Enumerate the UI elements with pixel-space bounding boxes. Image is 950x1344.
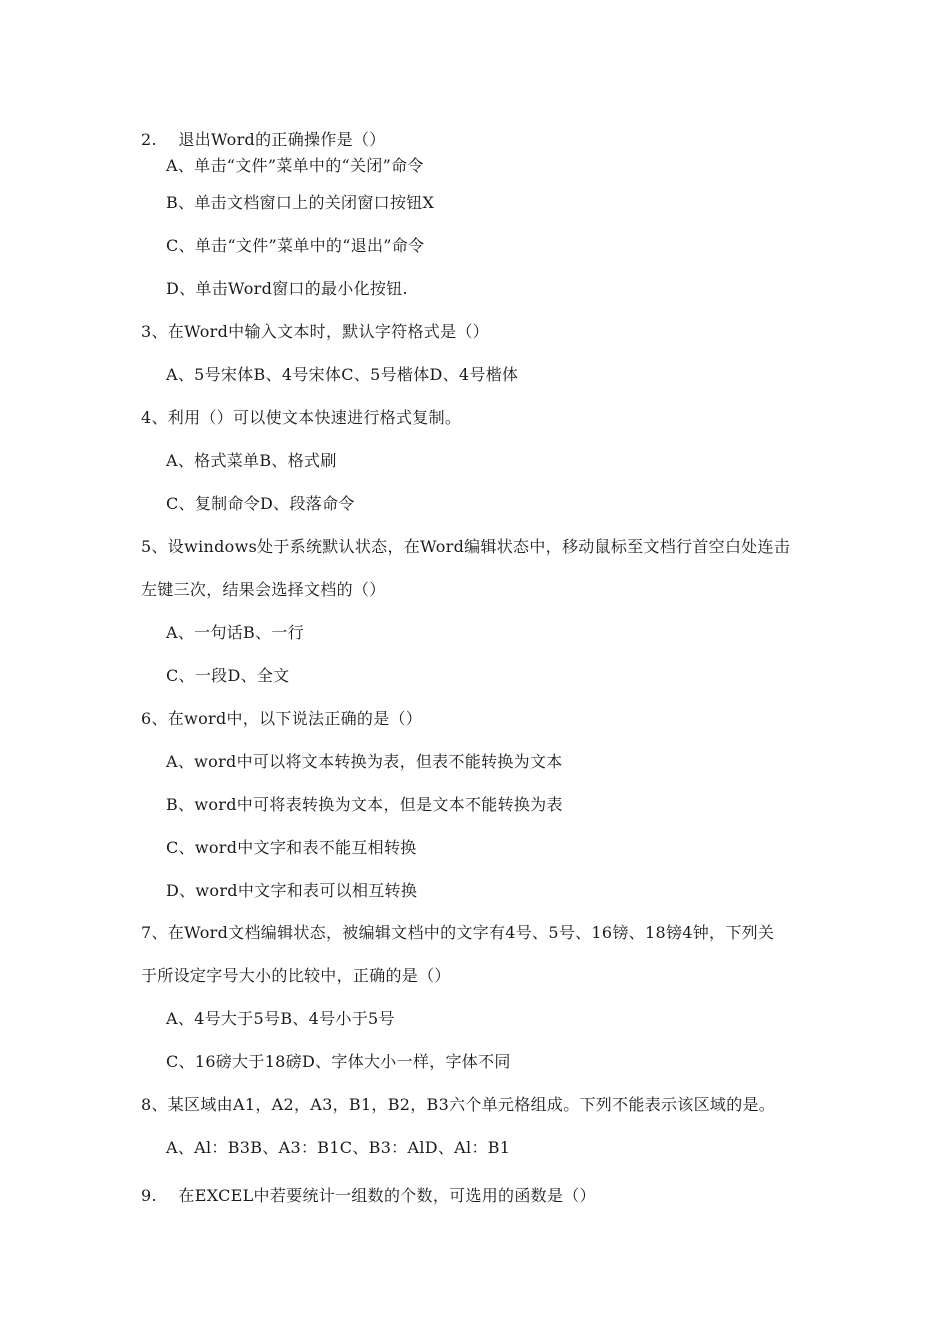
question-7-stem-line-1: 7、在Word文档编辑状态，被编辑文档中的文字有4号、5号、16镑、18镑4钟，下列关 — [141, 923, 775, 942]
question-5-stem-line-2: 左键三次，结果会选择文档的（） — [141, 580, 386, 599]
question-6-stem: 6、在word中，以下说法正确的是（） — [141, 709, 423, 728]
question-6-option-d: D、word中文字和表可以相互转换 — [166, 881, 418, 900]
question-4-options-ab: A、格式菜单B、格式刷 — [166, 451, 337, 470]
question-2-option-a: A、单击“文件”菜单中的“关闭”命令 — [166, 156, 424, 175]
question-3-stem: 3、在Word中输入文本时，默认字符格式是（） — [141, 322, 489, 341]
question-5-options-ab: A、一句话B、一行 — [166, 623, 305, 642]
question-4-options-cd: C、复制命令D、段落命令 — [166, 494, 355, 513]
question-8-stem: 8、某区域由A1，A2，A3，B1，B2，B3六个单元格组成。下列不能表示该区域的是。 — [141, 1095, 776, 1114]
question-3-options: A、5号宋体B、4号宋体C、5号楷体D、4号楷体 — [166, 365, 519, 384]
question-6-option-b: B、word中可将表转换为文本，但是文本不能转换为表 — [166, 795, 563, 814]
question-9-stem: 9. 在EXCEL中若要统计一组数的个数，可选用的函数是（） — [141, 1186, 596, 1205]
question-7-options-ab: A、4号大于5号B、4号小于5号 — [166, 1009, 395, 1028]
question-6-option-a: A、word中可以将文本转换为表，但表不能转换为文本 — [166, 752, 563, 771]
question-6-option-c: C、word中文字和表不能互相转换 — [166, 838, 417, 857]
question-2-option-d: D、单击Word窗口的最小化按钮. — [166, 279, 408, 298]
question-4-stem: 4、利用（）可以使文本快速进行格式复制。 — [141, 408, 462, 427]
question-2-stem: 2. 退出Word的正确操作是（） — [141, 130, 386, 149]
question-7-options-cd: C、16磅大于18磅D、字体大小一样，字体不同 — [166, 1052, 511, 1071]
question-5-stem-line-1: 5、设windows处于系统默认状态，在Word编辑状态中，移动鼠标至文档行首空白处连击 — [141, 537, 791, 556]
question-2-option-c: C、单击“文件”菜单中的“退出”命令 — [166, 236, 425, 255]
question-7-stem-line-2: 于所设定字号大小的比较中，正确的是（） — [141, 966, 451, 985]
question-2-option-b: B、单击文档窗口上的关闭窗口按钮X — [166, 193, 435, 212]
question-8-options: A、Al：B3B、A3：B1C、B3：AlD、Al：B1 — [166, 1138, 511, 1157]
question-5-options-cd: C、一段D、全文 — [166, 666, 290, 685]
